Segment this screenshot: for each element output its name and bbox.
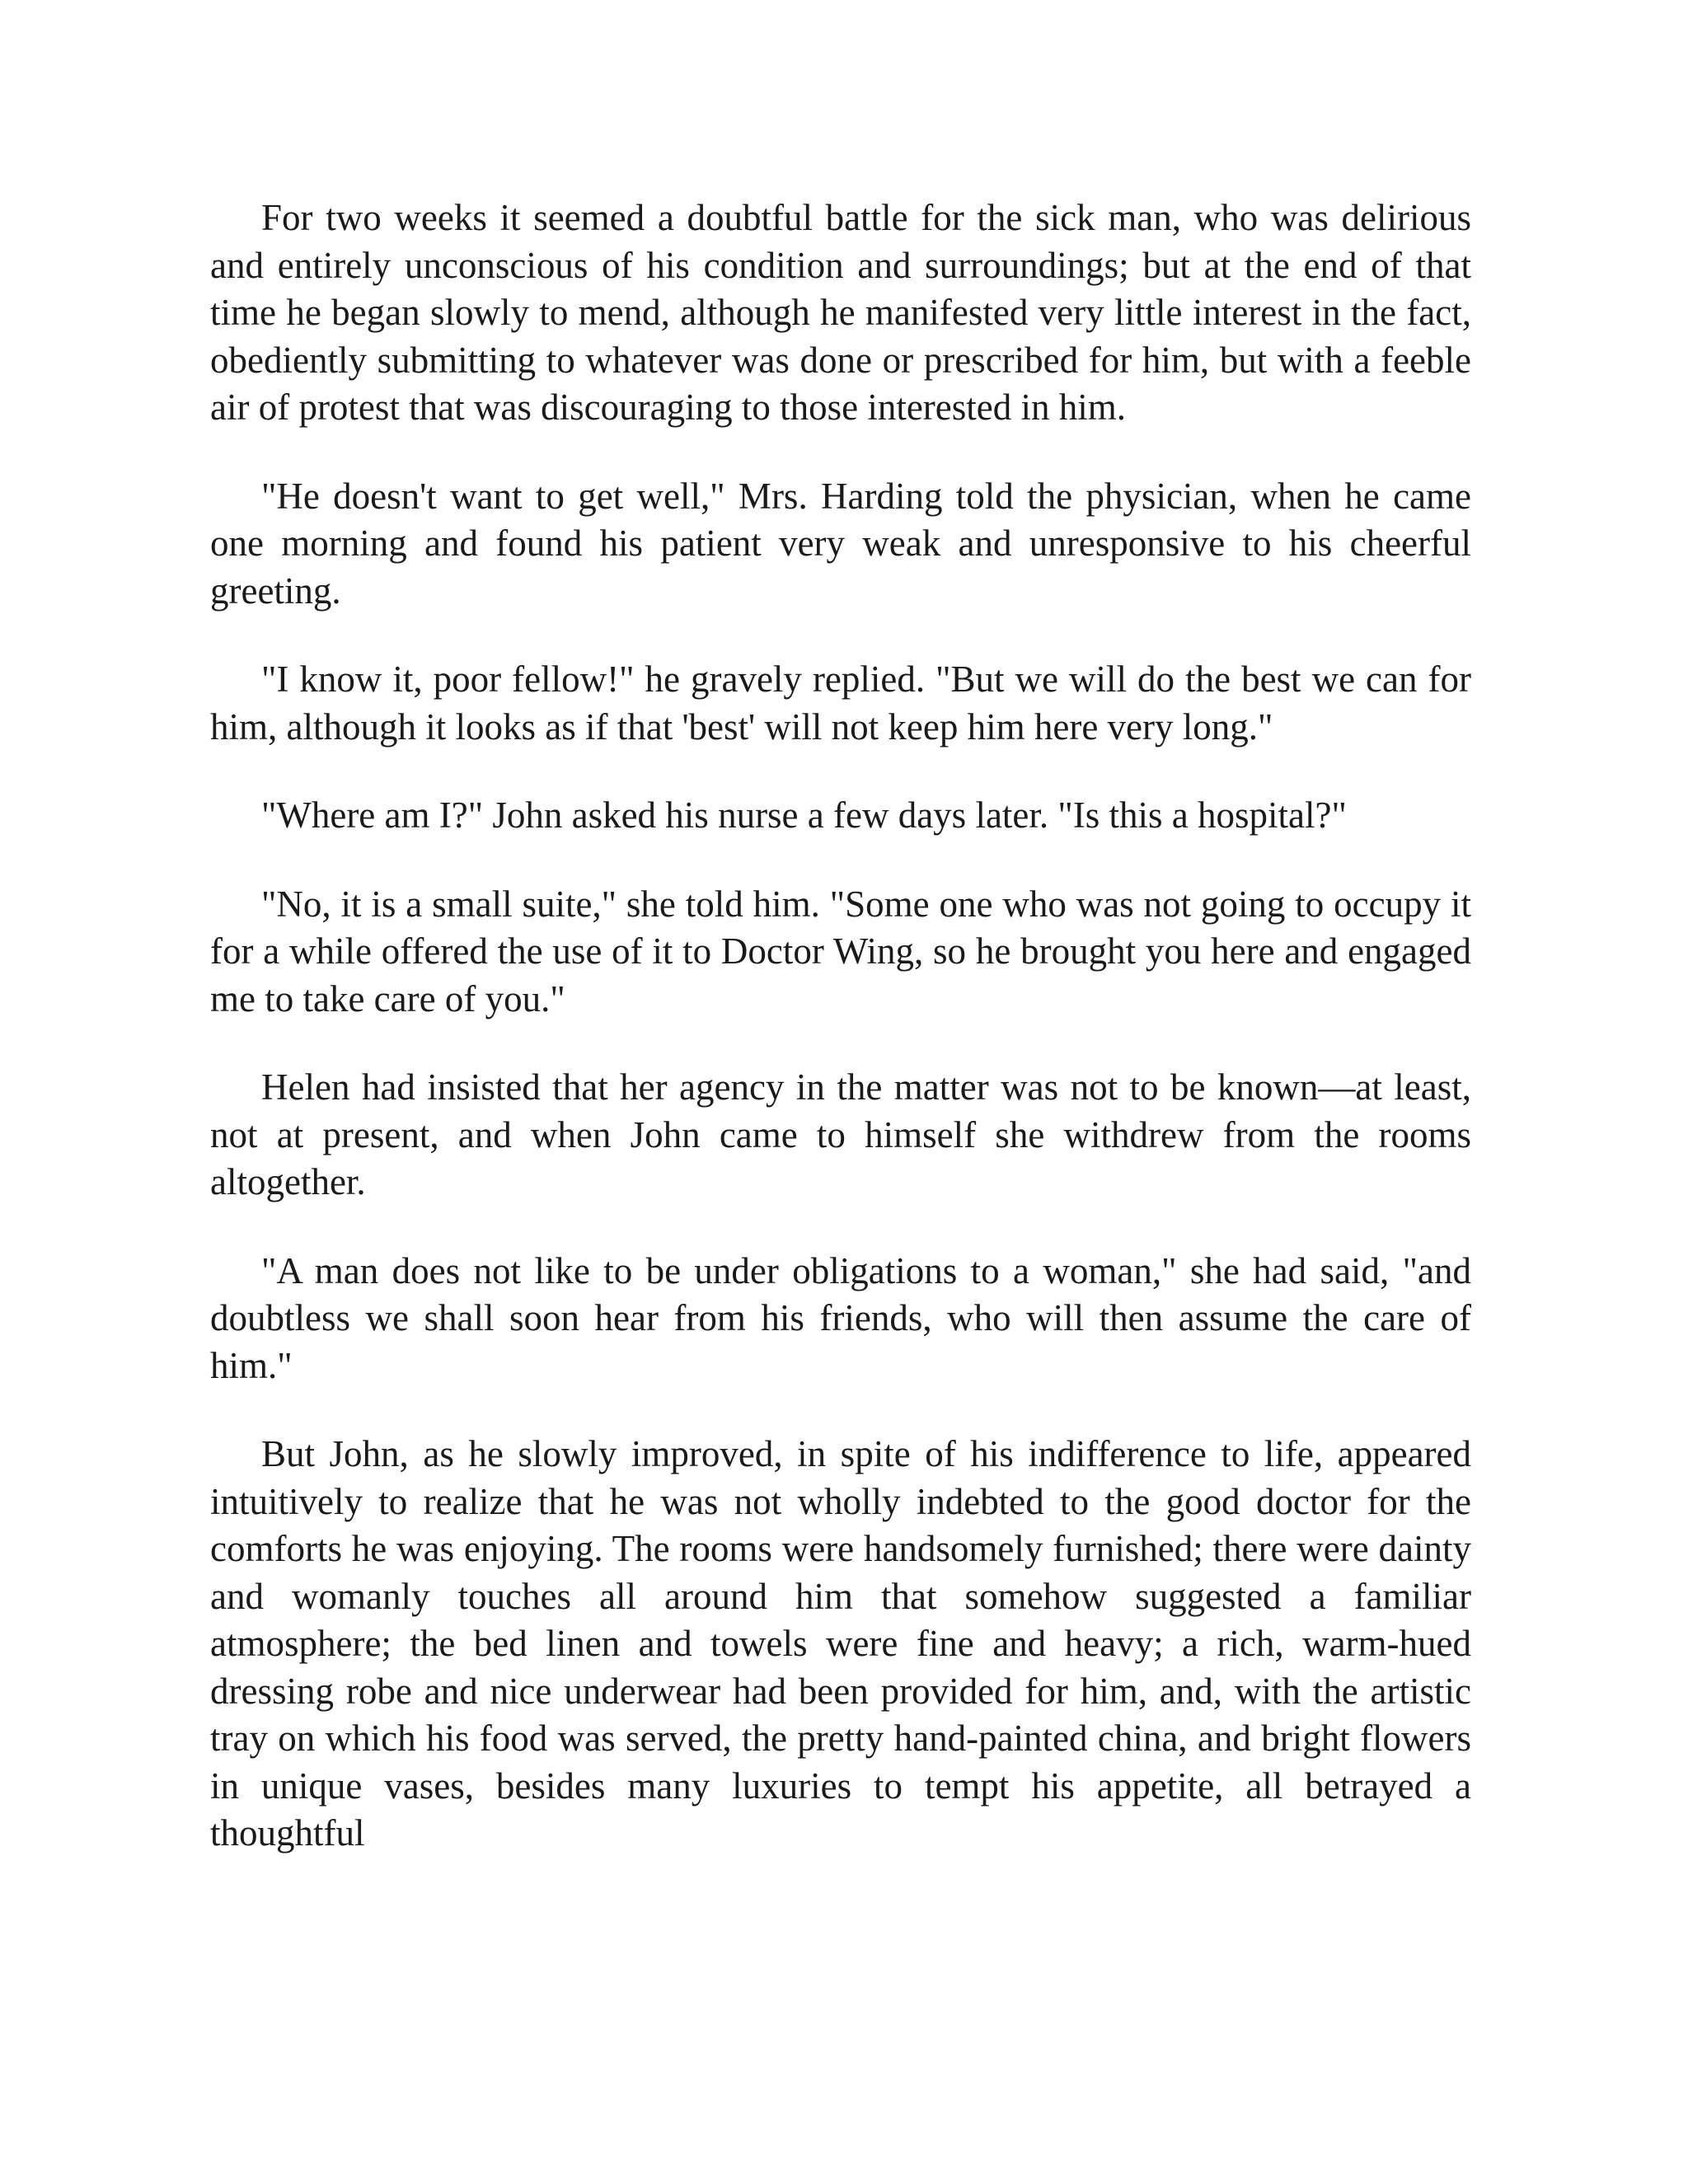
paragraph-6: Helen had insisted that her agency in the matter was not to be known—at least, not at present, and when John came to himself she withdrew from the rooms altogether. [210,1066,1471,1202]
paragraph-4: "Where am I?" John asked his nurse a few days later. "Is this a hospital?" [261,794,1347,836]
paragraph-8: But John, as he slowly improved, in spite of his indifference to life, appeared intuitively to realize that he was not wholly indebted to the good doctor for the comforts he was enjoying. The rooms were handsomely furnished; there were dainty and womanly touches all around him that somehow suggested a familiar atmosphere; the bed linen and towels were fine and heavy; a rich, warm-hued dressing robe and nice underwear had been provided for him, and, with the artistic tray on which his food was served, the pretty hand-painted china, and bright flowers in unique vases, besides many luxuries to tempt his appetite, all betrayed a thoughtful [210,1433,1471,1854]
paragraph-7: "A man does not like to be under obligations to a woman," she had said, "and doubtless we shall soon hear from his friends, who will then assume the care of him." [210,1249,1471,1386]
paragraph-2: "He doesn't want to get well," Mrs. Harding told the physician, when he came one morning and found his patient very weak and unresponsive to his cheerful greeting. [210,475,1471,612]
paragraph-1: For two weeks it seemed a doubtful battle for the sick man, who was delirious and entirely unconscious of his condition and surroundings; but at the end of that time he began slowly to mend, although he manifested very little interest in the fact, obediently submitting to whatever was done or prescribed for him, but with a feeble air of protest that was discouraging to those interested in him. [210,197,1471,428]
book-page [210,194,1471,1858]
paragraph-3: "I know it, poor fellow!" he gravely replied. "But we will do the best we can for him, although it looks as if that 'best' will not keep him here very long." [210,658,1471,748]
paragraph-5: "No, it is a small suite," she told him. "Some one who was not going to occupy it for a while offered the use of it to Doctor Wing, so he brought you here and engaged me to take care of you." [210,883,1471,1019]
